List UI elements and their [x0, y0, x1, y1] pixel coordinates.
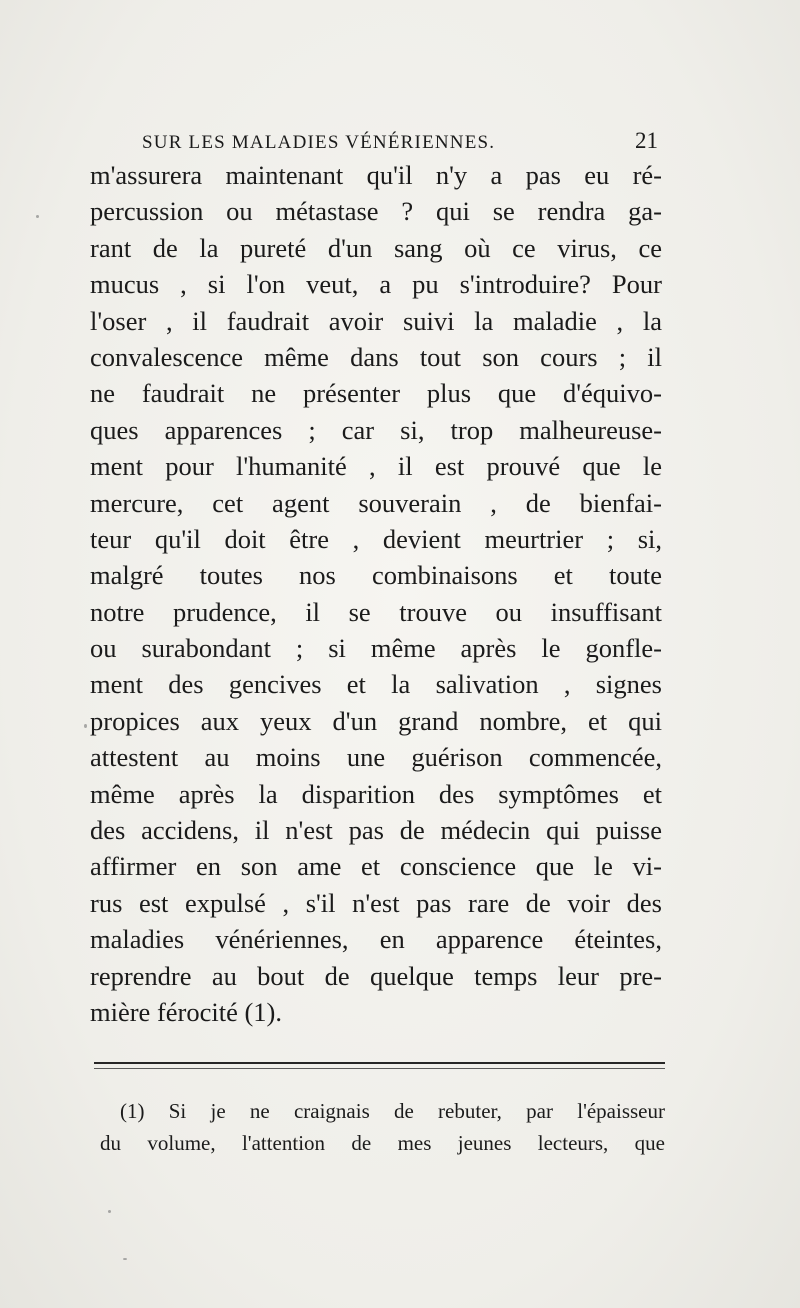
text-line: mucus , si l'on veut, a pu s'introduire? Pour	[90, 269, 662, 300]
text-line: maladies vénériennes, en apparence éteintes,	[90, 924, 662, 955]
text-line: ment pour l'humanité , il est prouvé que le	[90, 451, 662, 482]
text-line: malgré toutes nos combinaisons et toute	[90, 560, 662, 591]
footnote-separator-rule	[94, 1062, 665, 1064]
paper-speck	[123, 1258, 127, 1260]
paper-speck	[108, 1210, 111, 1213]
text-line: affirmer en son ame et conscience que le vi-	[90, 851, 662, 882]
text-line: percussion ou métastase ? qui se rendra ga-	[90, 196, 662, 227]
text-line: propices aux yeux d'un grand nombre, et qui	[90, 705, 662, 736]
text-line: attestent au moins une guérison commencée,	[90, 742, 662, 773]
main-text	[90, 157, 662, 1030]
footnote-line: (1) Si je ne craignais de rebuter, par l'épaisseur	[120, 1099, 665, 1123]
text-line: ques apparences ; car si, trop malheureuse-	[90, 414, 662, 445]
text-line: ou surabondant ; si même après le gonfle-	[90, 633, 662, 664]
text-line: reprendre au bout de quelque temps leur pre-	[90, 960, 662, 991]
running-title: SUR LES MALADIES VÉNÉRIENNES.	[142, 132, 496, 153]
text-line: ment des gencives et la salivation , signes	[90, 669, 662, 700]
text-line: rus est expulsé , s'il n'est pas rare de voir des	[90, 887, 662, 918]
page-number: 21	[635, 128, 658, 153]
text-line: m'assurera maintenant qu'il n'y a pas eu ré-	[90, 160, 662, 190]
footnote-line: du volume, l'attention de mes jeunes lecteurs, que	[100, 1131, 665, 1155]
text-line: ne faudrait ne présenter plus que d'équivo-	[90, 378, 662, 409]
text-line: mière férocité (1).	[90, 996, 283, 1027]
text-line: notre prudence, il se trouve ou insuffisant	[90, 596, 662, 627]
text-line: convalescence même dans tout son cours ; il	[90, 341, 662, 372]
footnote	[100, 1095, 665, 1159]
paper-speck	[36, 215, 39, 218]
text-line: teur qu'il doit être , devient meurtrier ; si,	[90, 523, 662, 554]
text-line: des accidens, il n'est pas de médecin qui puisse	[90, 815, 662, 846]
text-line: l'oser , il faudrait avoir suivi la maladie , la	[90, 305, 662, 336]
footnote-separator-rule-thin	[94, 1068, 665, 1069]
text-line: mercure, cet agent souverain , de bienfai-	[90, 487, 662, 518]
paper-speck	[84, 724, 87, 728]
text-line: rant de la pureté d'un sang où ce virus, ce	[90, 232, 662, 263]
text-line: même après la disparition des symptômes et	[90, 778, 662, 809]
running-head	[130, 128, 660, 158]
